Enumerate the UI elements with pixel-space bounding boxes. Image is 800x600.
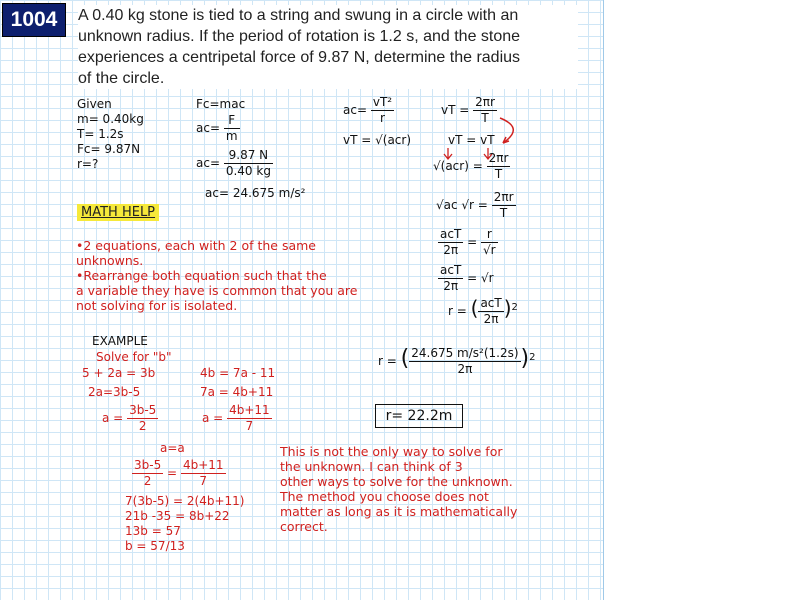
velocity-sqrt-formula: vT = √(acr) (343, 133, 412, 147)
math-help-line: not solving for is isolated. (76, 298, 238, 313)
velocity-equality: vT = vT (448, 133, 495, 147)
math-help-line: unknowns. (76, 253, 144, 268)
final-answer: r= 22.2m (375, 404, 463, 428)
note-line: other ways to solve for the unknown. (280, 474, 513, 489)
problem-statement (78, 5, 578, 89)
problem-line: unknown radius. If the period of rotation is 1.2 s, and the stone (78, 28, 521, 45)
math-help-bullets (76, 238, 357, 313)
example-eq-2: 4b = 7a - 11 (200, 366, 276, 380)
math-help-heading: MATH HELP (77, 204, 159, 221)
note-line: correct. (280, 519, 328, 534)
math-help-line: •2 equations, each with 2 of the same (76, 238, 316, 253)
velocity-period-formula: vT = $\frac{2\pi r}{T}$ (441, 95, 495, 125)
force-equation: Fc=mac (196, 97, 246, 111)
given-heading: Given (77, 97, 112, 111)
derivation-step-1: √(acr) = $\frac{2\pi r}{T}$ (433, 151, 509, 181)
derivation-step-2: √ac √r = $\frac{2\pi r}{T}$ (436, 190, 514, 220)
example-step: 13b = 57 (125, 524, 181, 538)
solve-for-label: Solve for "b" (96, 350, 172, 364)
example-steps (125, 494, 244, 554)
note-line: The method you choose does not (280, 489, 489, 504)
accel-result: ac= 24.675 m/s² (205, 186, 306, 200)
derivation-step-5: r = ( $\frac{\text{acT}}{2\pi}$ )$^2$ (448, 296, 518, 326)
example-eq-2-solved: a = $\frac{4b+11}{7}$ (202, 403, 270, 433)
given-radius: r=? (77, 157, 99, 171)
example-eq-1-step: 2a=3b-5 (88, 385, 141, 399)
example-eq-2-step: 7a = 4b+11 (200, 385, 274, 399)
given-period: T= 1.2s (77, 127, 124, 141)
problem-line: A 0.40 kg stone is tied to a string and swung in a circle with an (78, 7, 519, 24)
derivation-step-3: $\frac{\text{acT}}{2\pi}$ = $\frac{r}{√r}$ (440, 227, 496, 257)
example-step: 7(3b-5) = 2(4b+11) (125, 494, 245, 508)
math-help-line: •Rearrange both equation such that the (76, 268, 327, 283)
given-block (77, 97, 144, 172)
accel-substitution: ac= $\frac{9.87 N}{0.40 kg}$ (196, 148, 271, 178)
derivation-step-4: $\frac{\text{acT}}{2\pi}$ = √r (440, 263, 494, 293)
example-set-equal: $\frac{3b-5}{2}$ = $\frac{4b+11}{7}$ (134, 458, 224, 488)
math-help-line: a variable they have is common that you are (76, 283, 358, 298)
method-note (280, 444, 517, 534)
note-line: This is not the only way to solve for (280, 444, 503, 459)
note-line: the unknown. I can think of 3 (280, 459, 463, 474)
example-step: b = 57/13 (125, 539, 185, 553)
example-step: 21b -35 = 8b+22 (125, 509, 230, 523)
example-eq-1-solved: a = $\frac{3b-5}{2}$ (102, 403, 157, 433)
example-eq-1: 5 + 2a = 3b (82, 366, 156, 380)
note-line: matter as long as it is mathematically (280, 504, 518, 519)
centripetal-accel-formula: ac= $\frac{\text{vT²}}{r}$ (343, 95, 393, 125)
final-substitution: r = ( $\frac{\text{24.675 m/s²(1.2s)}}{2\pi}$ )$^2$ (378, 346, 536, 376)
example-label: EXAMPLE (92, 334, 148, 348)
example-a-equals-a: a=a (160, 441, 185, 455)
problem-number-badge: 1004 (2, 3, 66, 37)
given-mass: m= 0.40kg (77, 112, 144, 126)
accel-formula: ac= $\frac{F}{m}$ (196, 113, 238, 143)
problem-line: experiences a centripetal force of 9.87 N, determine the radius (78, 49, 521, 66)
given-force: Fc= 9.87N (77, 142, 141, 156)
problem-line: of the circle. (78, 70, 165, 87)
